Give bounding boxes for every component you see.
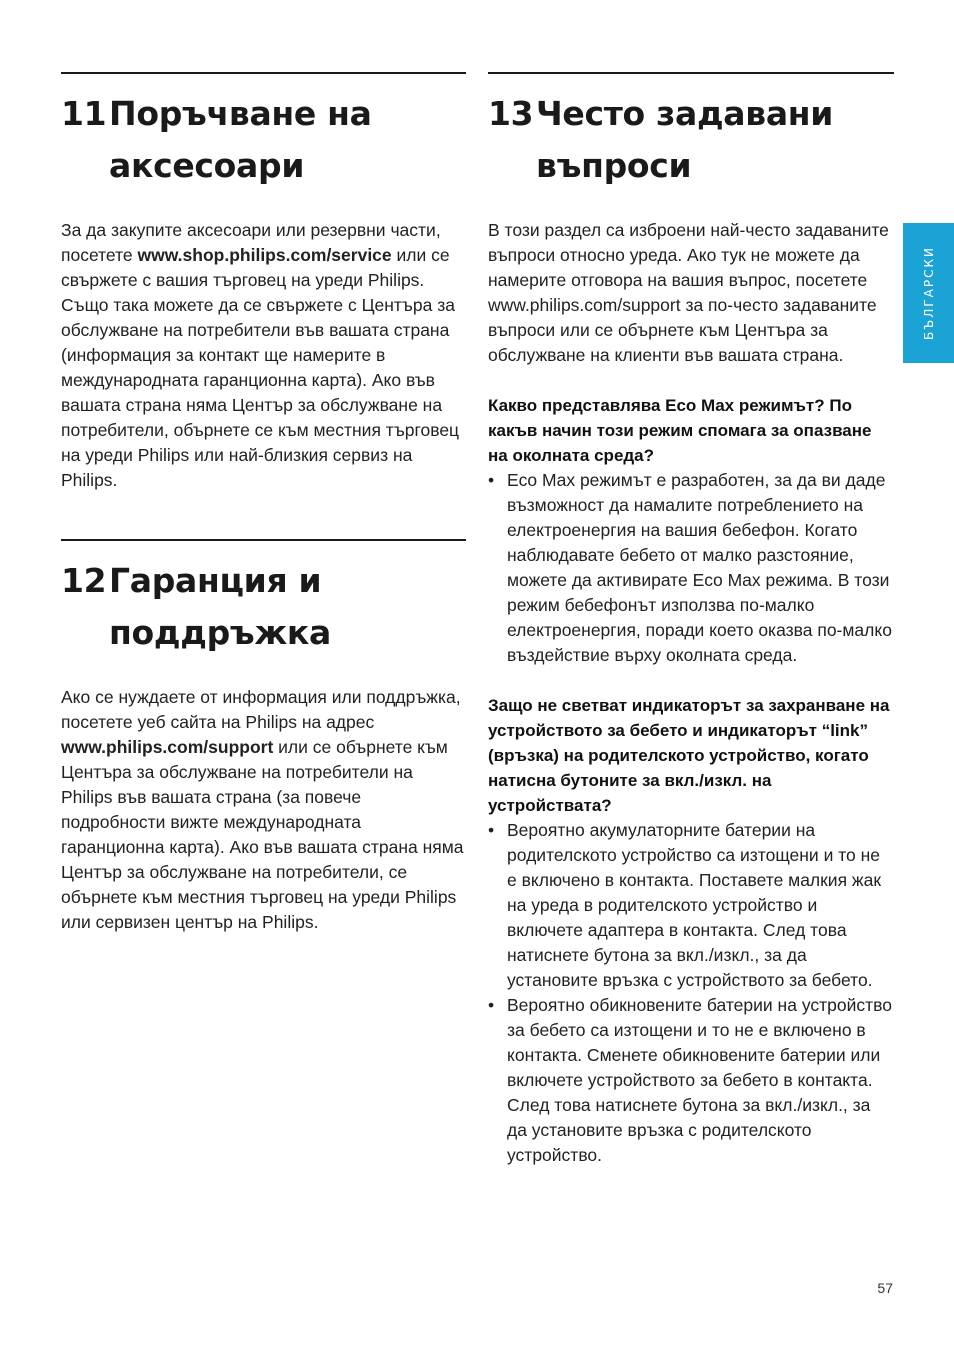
- list-item: [488, 818, 894, 993]
- page-number: 57: [877, 1280, 893, 1296]
- body-text: или се свържете с вашия търговец на уреди Philips. Също така можете да се свържете с Центъра за обслужване на потребители във вашата страна (информация за контакт ще намерите в международната гаранционна карта). Ако във вашата страна няма Център за обслужване на потребители, обърнете се към местния търговец на уреди Philips или най-близкия сервиз на Philips.: [61, 245, 460, 490]
- section-title: Често задавани въпроси: [536, 94, 834, 185]
- section-heading: [61, 541, 466, 659]
- bullet-icon: •: [488, 820, 495, 840]
- language-tab-label: БЪЛГАРСКИ: [921, 246, 936, 340]
- answer-text: Eco Max режимът е разработен, за да ви даде възможност да намалите потреблението на електроенергия на вашия бебефон. Когато наблюдавате бебето от малко разстояние, можете да активирате Eco Max режима. В този режим бебефонът използва по-малко електроенергия, поради което оказва по-малко въздействие върху околната среда.: [507, 470, 892, 665]
- list-item: [488, 993, 894, 1168]
- answer-text: Вероятно акумулаторните батерии на родителското устройство са изтощени и то не е включено в контакта. Поставете малкия жак на уреда в родителското устройство и включете адаптера в контакта. След това натиснете бутона за вкл./изкл., за да установите връзка с устройството за бебето.: [507, 820, 882, 990]
- faq-answer-list: [488, 468, 894, 668]
- faq-question: Какво представлява Eco Max режимът? По какъв начин този режим спомага за опазване на околната среда?: [488, 396, 872, 465]
- right-column: [488, 72, 894, 1168]
- section-heading: [61, 74, 466, 192]
- faq-answer-list: [488, 818, 894, 1168]
- section-11: [61, 72, 466, 493]
- section-body: [61, 218, 466, 493]
- left-column: [61, 72, 466, 935]
- language-tab: [903, 223, 954, 363]
- list-item: [488, 468, 894, 668]
- section-number: 13: [488, 94, 534, 133]
- bullet-icon: •: [488, 470, 495, 490]
- section-13: [488, 72, 894, 1168]
- section-12: [61, 539, 466, 935]
- faq-intro: В този раздел са изброени най-често задаваните въпроси относно уреда. Ако тук не можете да намерите отговора на вашия въпрос, посетете www.philips.com/support за по-често задаваните въпроси или се обърнете към Центъра за обслужване на клиенти във вашата страна.: [488, 220, 889, 365]
- section-number: 12: [61, 561, 107, 600]
- body-text: За да закупите аксесоари или резервни части, посетете: [61, 220, 441, 265]
- shop-link[interactable]: www.shop.philips.com/service: [137, 245, 392, 265]
- section-number: 11: [61, 94, 107, 133]
- section-title: Гаранция и поддръжка: [109, 561, 331, 652]
- section-heading: [488, 74, 894, 192]
- section-title: Поръчване на аксесоари: [109, 94, 372, 185]
- body-text: или се обърнете към Центъра за обслужване на потребители на Philips във вашата страна (за повече подробности вижте международната гаранционна карта). Ако във вашата страна няма Център за обслужване на потребители, се обърнете към местния търговец на уреди Philips или сервизен център на Philips.: [61, 737, 464, 932]
- support-link[interactable]: www.philips.com/support: [61, 737, 274, 757]
- answer-text: Вероятно обикновените батерии на устройство за бебето са изтощени и то не е включено в контакта. Сменете обикновените батерии или включете устройството за бебето в контакта. След това натиснете бутона за вкл./изкл., за да установите връзка с родителското устройство.: [507, 995, 892, 1165]
- body-text: Ако се нуждаете от информация или поддръжка, посетете уеб сайта на Philips на адрес: [61, 687, 461, 732]
- faq-question: Защо не светват индикаторът за захранване на устройството за бебето и индикаторът “link” (връзка) на родителското устройство, когато натисна бутоните за вкл./изкл. на устройствата?: [488, 696, 890, 815]
- section-body: [61, 685, 466, 935]
- bullet-icon: •: [488, 995, 495, 1015]
